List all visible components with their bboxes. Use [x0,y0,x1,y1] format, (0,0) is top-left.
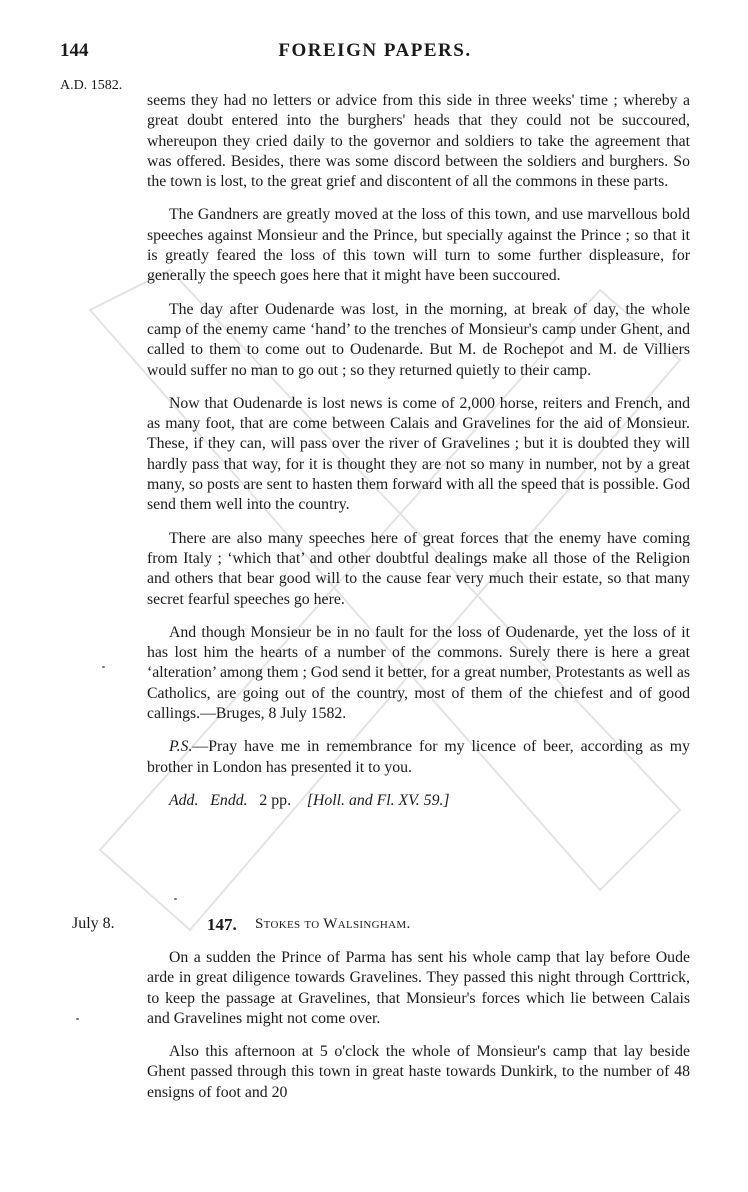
postscript-text: —Pray have me in remembrance for my licence of beer, according as my brother in London has presented it to you. [147,738,690,776]
entry-date: July 8. [72,915,115,932]
scan-speck [102,666,105,668]
paragraph: The day after Oudenarde was lost, in the morning, at break of day, the whole camp of the enemy came ‘hand’ to the trenches of Monsieur's camp under Ghent, and called to them to come out to Oudenarde. But M. de Rochepot and M. de Villiers would suffer no man to go out ; so they returned quietly to their camp. [147,300,690,379]
endorsement [147,791,690,811]
entry-body [147,948,690,1116]
paragraph: The Gandners are greatly moved at the loss of this town, and use marvellous bold speeches against Monsieur and the Prince, but specially against the Prince ; so that it is greatly feared the loss of this town will turn to some further displeasure, for generally the speech goes here that it might have been succoured. [147,206,690,285]
endorsement-endd: Endd. [210,791,248,809]
paragraph: seems they had no letters or advice from this side in three weeks' time ; whereby a great doubt entered into the burghers' heads that they could not be succoured, whereupon they cried daily to the governor and soldiers to take the agreement that was offered. Besides, there was some discord between the soldiers and burghers. So the town is lost, to the great grief and discontent of all the commons in these parts. [147,92,690,191]
marginal-year: A.D. 1582. [60,78,123,93]
paragraph: There are also many speeches here of great forces that the enemy have coming from Italy ; ‘which that’ and other doubtful dealings make all those of the Religion and others that bear good will to the cause fear very much their estate, so that many secret fearful speeches go here. [147,529,690,608]
page-number: 144 [60,40,89,61]
paragraph: On a sudden the Prince of Parma has sent his whole camp that lay before Oude arde in great diligence towards Gravelines. They passed this night through Corttrick, to keep the passage at Gravelines, that Monsieur's forces which lie between Calais and Gravelines might not come over. [147,949,690,1027]
postscript-label: P.S. [169,738,193,756]
paragraph: Also this afternoon at 5 o'clock the whole of Monsieur's camp that lay beside Ghent passed through this town in great haste towards Dunkirk, to the number of 48 ensigns of foot and 20 [147,1043,690,1101]
running-title: FOREIGN PAPERS. [278,40,472,61]
endorsement-add: Add. [169,791,199,809]
page-header [60,40,690,68]
endorsement-reference: [Holl. and Fl. XV. 59.] [306,791,450,809]
letter-body [147,91,690,828]
scan-speck [174,898,177,900]
scan-speck [76,1018,79,1020]
entry-heading [60,915,690,939]
paragraph: And though Monsieur be in no fault for the loss of Oudenarde, yet the loss of it has lost him the hearts of a number of the commons. Surely there is here a great ‘alteration’ among them ; God send it better, for a great number, Protestants as well as Catholics, are going out of the country, most of them of the chiefest and of good callings.—Bruges, 8 July 1582. [147,623,690,723]
entry-number: 147. [207,915,237,934]
paragraph: Now that Oudenarde is lost news is come of 2,000 horse, reiters and French, and as many foot, that are come between Calais and Gravelines for the aid of Monsieur. These, if they can, will pass over the river of Gravelines ; but it is doubted they will hardly pass that way, for it is thought they are not so many in number, not by a great many, so posts are sent to hasten them forward with all the speed that is possible. God send them well into the country. [147,394,690,514]
postscript [147,737,690,778]
endorsement-pages: 2 pp. [259,791,292,809]
entry-title: Stokes to Walsingham. [255,916,411,932]
